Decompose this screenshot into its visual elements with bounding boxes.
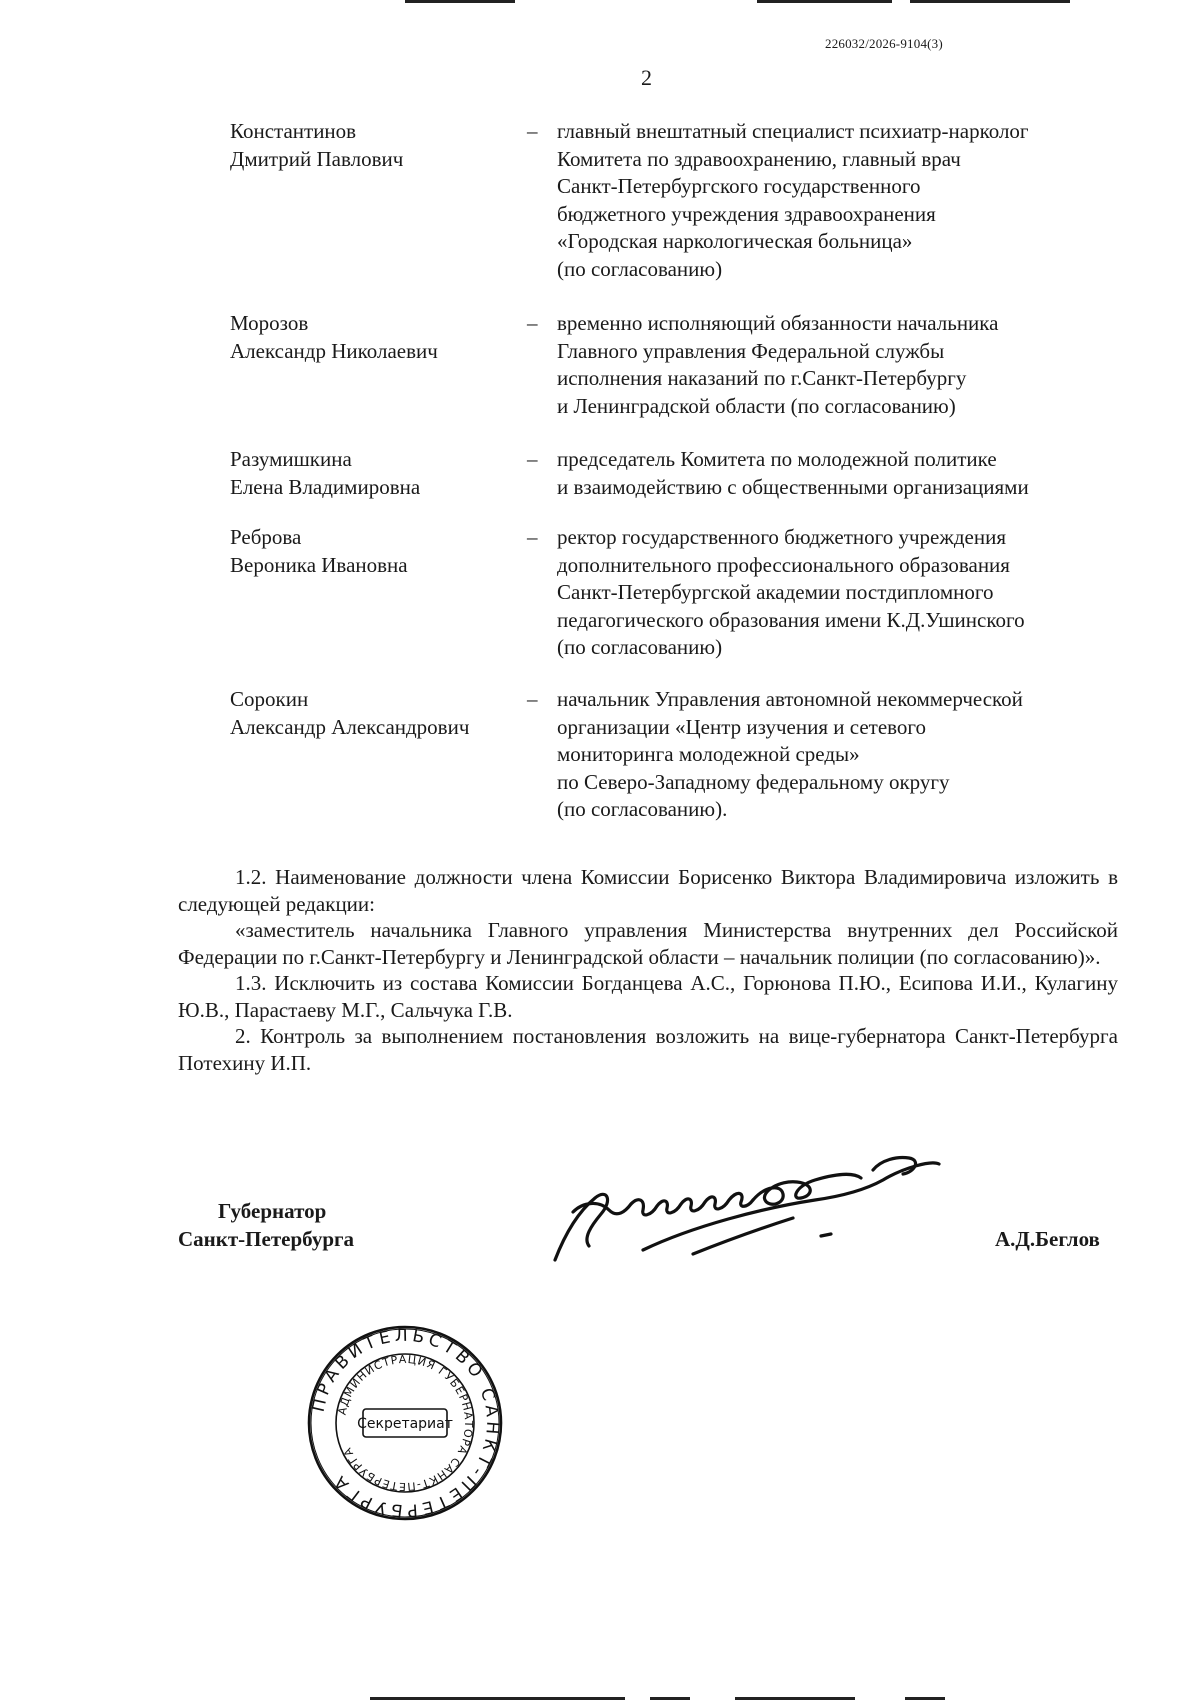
member-given-names: Александр Николаевич bbox=[230, 338, 438, 363]
signer-title-line-2: Санкт-Петербурга bbox=[178, 1227, 355, 1251]
member-entry bbox=[230, 118, 1130, 283]
member-role bbox=[557, 118, 1130, 283]
official-stamp bbox=[305, 1323, 505, 1523]
role-line: временно исполняющий обязанности начальника bbox=[557, 311, 999, 335]
role-line: «Городская наркологическая больница» bbox=[557, 229, 913, 253]
stamp-center-text: Секретариат bbox=[357, 1416, 453, 1432]
member-role bbox=[557, 446, 1130, 501]
member-surname: Разумишкина bbox=[230, 447, 352, 471]
handwritten-signature bbox=[543, 1142, 943, 1267]
member-entry bbox=[230, 446, 1130, 501]
signer-title-line-1: Губернатор bbox=[218, 1199, 327, 1223]
member-surname: Реброва bbox=[230, 525, 302, 549]
member-name bbox=[230, 686, 520, 741]
member-dash: – bbox=[527, 311, 538, 335]
scan-artifact-top-3 bbox=[910, 0, 1070, 3]
role-line: дополнительного профессионального образования bbox=[557, 552, 1010, 577]
stamp-inner-text: АДМИНИСТРАЦИЯ ГУБЕРНАТОРА САНКТ-ПЕТЕРБУРГА bbox=[335, 1352, 476, 1494]
role-line: главный внештатный специалист психиатр-нарколог bbox=[557, 119, 1029, 143]
role-line: начальник Управления автономной некоммерческой bbox=[557, 687, 1023, 711]
member-entry bbox=[230, 310, 1130, 420]
member-name bbox=[230, 118, 520, 173]
role-line: исполнения наказаний по г.Санкт-Петербургу bbox=[557, 366, 967, 390]
member-name bbox=[230, 310, 520, 365]
member-name bbox=[230, 446, 520, 501]
member-role bbox=[557, 524, 1130, 662]
member-dash: – bbox=[527, 119, 538, 143]
member-given-names: Елена Владимировна bbox=[230, 474, 421, 499]
document-registration-number: 226032/2026-9104(3) bbox=[825, 36, 943, 51]
member-surname: Сорокин bbox=[230, 687, 309, 711]
member-entry bbox=[230, 686, 1130, 824]
role-line: Главного управления Федеральной службы bbox=[557, 338, 945, 363]
role-line: Санкт-Петербургского государственного bbox=[557, 174, 921, 198]
resolution-body bbox=[178, 864, 1118, 1076]
member-dash: – bbox=[527, 687, 538, 711]
member-role bbox=[557, 686, 1130, 824]
role-line: организации «Центр изучения и сетевого bbox=[557, 714, 927, 739]
member-given-names: Дмитрий Павлович bbox=[230, 146, 404, 171]
role-line: и взаимодействию с общественными организациями bbox=[557, 474, 1029, 499]
paragraph-1-2: 1.2. Наименование должности члена Комиссии Борисенко Виктора Владимировича изложить в следующей редакции: bbox=[178, 865, 1118, 916]
role-line: по Северо-Западному федеральному округу bbox=[557, 769, 950, 794]
scan-artifact-top-2 bbox=[757, 0, 892, 3]
paragraph-quote: «заместитель начальника Главного управления Министерства внутренних дел Российской Федерации по г.Санкт-Петербургу и Ленинградской области – начальник полиции (по согласованию)». bbox=[178, 918, 1118, 969]
role-line: и Ленинградской области (по согласованию) bbox=[557, 393, 956, 418]
member-name bbox=[230, 524, 520, 579]
paragraph-1-3: 1.3. Исключить из состава Комиссии Богданцева А.С., Горюнова П.Ю., Есипова И.И., Кулагину Ю.В., Парастаеву М.Г., Сальчука Г.В. bbox=[178, 971, 1118, 1022]
member-given-names: Александр Александрович bbox=[230, 714, 470, 739]
paragraph-2: 2. Контроль за выполнением постановления возложить на вице-губернатора Санкт-Петербурга Потехину И.П. bbox=[178, 1024, 1118, 1075]
signer-name: А.Д.Беглов bbox=[995, 1227, 1100, 1251]
role-line: педагогического образования имени К.Д.Ушинского bbox=[557, 607, 1025, 632]
role-line: (по согласованию). bbox=[557, 797, 728, 821]
role-line: председатель Комитета по молодежной политике bbox=[557, 447, 997, 471]
role-line: бюджетного учреждения здравоохранения bbox=[557, 201, 936, 226]
role-line: ректор государственного бюджетного учреждения bbox=[557, 525, 1006, 549]
member-surname: Морозов bbox=[230, 311, 309, 335]
member-given-names: Вероника Ивановна bbox=[230, 552, 408, 577]
role-line: (по согласованию) bbox=[557, 256, 723, 281]
role-line: мониторинга молодежной среды» bbox=[557, 742, 860, 766]
member-dash: – bbox=[527, 447, 538, 471]
member-surname: Константинов bbox=[230, 119, 357, 143]
page-number: 2 bbox=[641, 65, 652, 90]
member-entry bbox=[230, 524, 1130, 662]
member-role bbox=[557, 310, 1130, 420]
role-line: Санкт-Петербургской академии постдипломного bbox=[557, 580, 994, 604]
member-dash: – bbox=[527, 525, 538, 549]
role-line: (по согласованию) bbox=[557, 635, 723, 659]
stamp-outer-text: ПРАВИТЕЛЬСТВО САНКТ-ПЕТЕРБУРГА bbox=[308, 1325, 503, 1521]
scan-artifact-top-1 bbox=[405, 0, 515, 3]
role-line: Комитета по здравоохранению, главный врач bbox=[557, 146, 961, 171]
